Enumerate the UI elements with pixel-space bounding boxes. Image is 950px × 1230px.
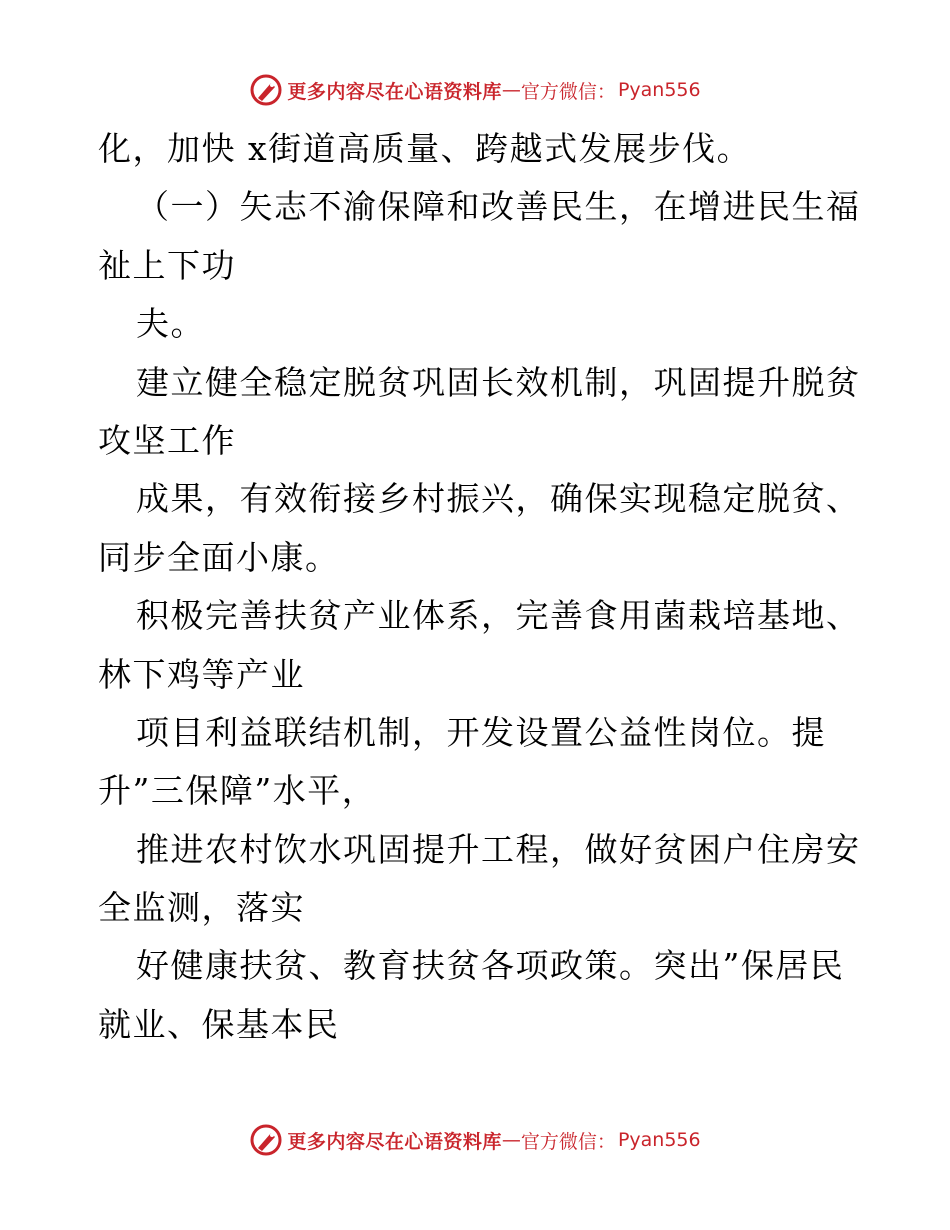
header-watermark-banner <box>0 70 950 110</box>
footer-watermark-banner <box>0 1120 950 1160</box>
footer-banner-official-label: 官方微信： <box>520 1130 616 1153</box>
pen-nib-logo-icon <box>249 73 283 107</box>
document-body <box>98 120 861 1054</box>
body-line: 林下鸡等产业 <box>98 654 305 694</box>
footer-banner-dash: — <box>501 1129 521 1151</box>
pen-nib-logo-icon <box>249 1123 283 1157</box>
footer-banner-text: 更多内容尽在心语资料库 <box>287 1130 502 1153</box>
body-line: 项目利益联结机制，开发设置公益性岗位。提 <box>136 712 826 752</box>
body-line: 同步全面小康。 <box>98 537 340 577</box>
body-line: 祉上下功 <box>98 245 236 285</box>
body-line: 夫。 <box>136 304 205 344</box>
body-line: 成果，有效衔接乡村振兴，确保实现稳定脱贫、 <box>136 479 861 519</box>
body-line: 化，加快 x街道高质量、跨越式发展步伐。 <box>98 129 752 168</box>
body-line: 建立健全稳定脱贫巩固长效机制，巩固提升脱贫 <box>136 362 861 402</box>
body-line: 好健康扶贫、教育扶贫各项政策。突出”保居民 <box>136 946 845 986</box>
body-line: 升”三保障”水平， <box>98 771 377 811</box>
body-line: 积极完善扶贫产业体系，完善食用菌栽培基地、 <box>136 596 861 636</box>
header-banner-text: 更多内容尽在心语资料库 <box>287 80 502 103</box>
header-banner-dash: — <box>501 79 521 101</box>
footer-banner-wechat-id: Pyan556 <box>617 1129 701 1151</box>
body-line: 推进农村饮水巩固提升工程，做好贫困户住房安 <box>136 829 861 869</box>
header-banner-wechat-id: Pyan556 <box>617 79 701 101</box>
header-banner-official-label: 官方微信： <box>520 80 616 103</box>
body-line: 就业、保基本民 <box>98 1004 340 1044</box>
body-line: 攻坚工作 <box>98 420 236 460</box>
body-line: 全监测，落实 <box>98 888 305 928</box>
body-line: （一）矢志不渝保障和改善民生，在增进民生福 <box>136 187 861 227</box>
